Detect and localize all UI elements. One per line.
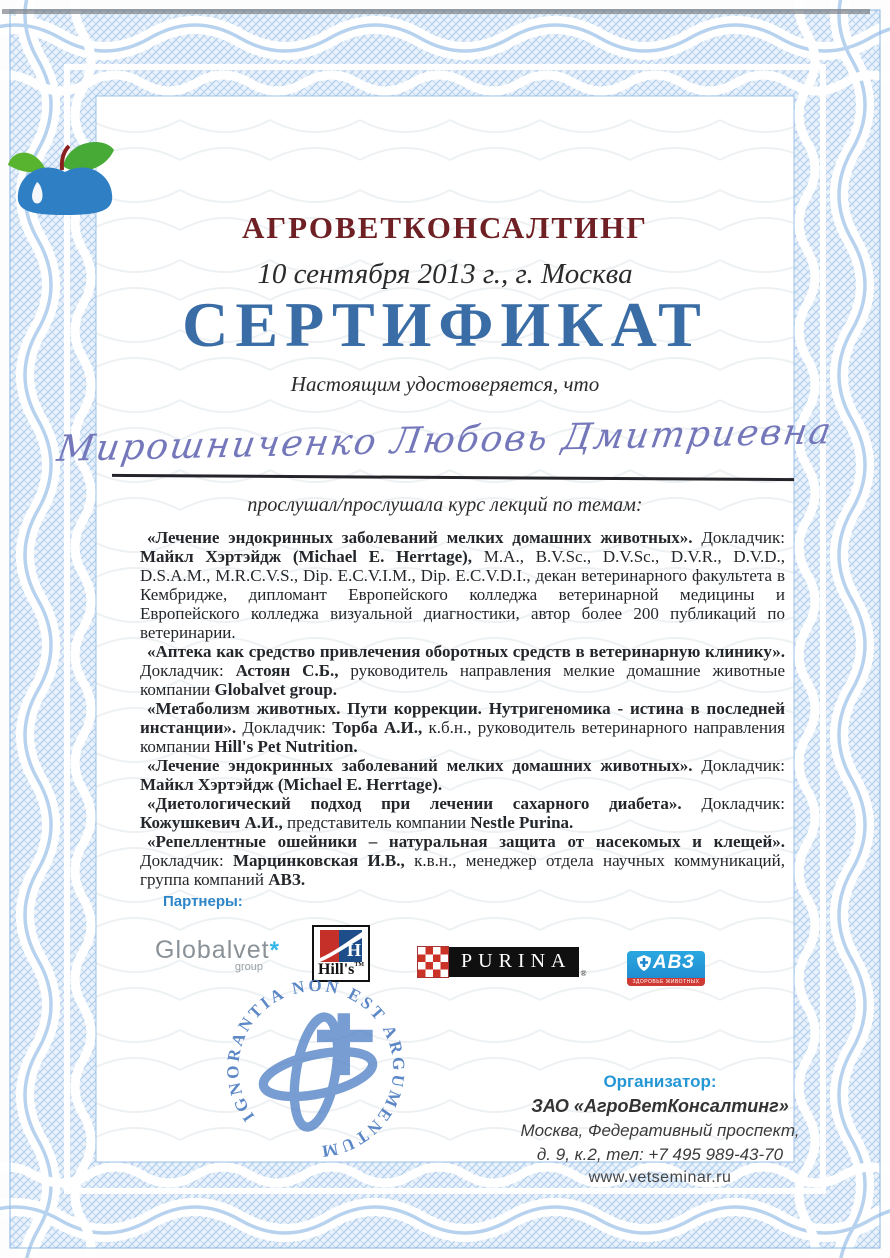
organizer-address-line1: Москва, Федеративный проспект, (520, 1120, 800, 1140)
organizer-label: Организатор: (603, 1072, 717, 1091)
partners-label: Партнеры: (163, 893, 243, 910)
avz-tagline: ЗДОРОВЬЕ ЖИВОТНЫХ (627, 978, 705, 986)
hills-wordmark: Hill's™ (317, 961, 365, 978)
lecture-paragraph: «Метаболизм животных. Пути коррекции. Нутригеномика - истина в последней инстанции». Докладчик: Торба А.И., к.б.н., руководитель ветеринарного направления компании Hill's Pet Nutrition. (140, 699, 785, 756)
course-statement: прослушал/прослушала курс лекций по темам: (247, 494, 643, 516)
organizer-block (470, 1070, 850, 1189)
svg-text:H: H (347, 940, 362, 960)
ignorantia-stamp (220, 972, 416, 1168)
lecture-paragraph: «Репеллентные ошейники – натуральная защита от насекомых и клещей». Докладчик: Марцинковская И.В., к.в.н., менеджер отдела научных коммуникаций, группа компаний АВЗ. (140, 832, 786, 889)
lecture-paragraph: «Лечение эндокринных заболеваний мелких домашних животных». Докладчик: Майкл Хэртэйдж (Michael E. Herrtage), M.A., B.V.Sc., D.V.Sc., D.V.R., D.V.D., D.S.A.M., M.R.C.V.S., Dip. E.C.V.I.M., Dip. E.C.V.D.I., декан ветеринарного факультета в Кембридже, дипломант Европейского колледжа ветеринарной медицины и Европейского колледжа визуальной диагностики, автор более 200 публикаций по ветеринарии. (140, 528, 785, 642)
organizer-address-line2: д. 9, к.2, тел: +7 495 989-43-70 (536, 1144, 784, 1164)
brand-name: АГРОВЕТКОНСАЛТИНГ (242, 210, 648, 245)
stamp-text: IGNORANTIA NON EST ARGUMENTUM (223, 976, 409, 1162)
purina-registered-mark: ® (580, 969, 587, 978)
hills-emblem-icon (320, 930, 362, 962)
lecture-paragraph: «Аптека как средство привлечения оборотных средств в ветеринарную клинику». Докладчик: Астоян С.Б., руководитель направления мелкие домашние животные компании Globalvet group. (140, 642, 785, 699)
globalvet-wordmark: Globalvet (155, 936, 270, 964)
partner-logo-globalvet (155, 936, 279, 973)
lecture-paragraph: «Лечение эндокринных заболеваний мелких домашних животных». Докладчик: Майкл Хэртэйдж (Michael E. Herrtage). (140, 756, 785, 794)
lecture-paragraph: «Диетологический подход при лечении сахарного диабета». Докладчик: Кожушкевич А.И., представитель компании Nestle Purina. (140, 794, 786, 832)
certificate-title: СЕРТИФИКАТ (182, 289, 708, 360)
avz-shield-icon (637, 955, 651, 971)
organizer-website: www.vetseminar.ru (588, 1168, 732, 1186)
purina-wordmark: PURINA (449, 947, 579, 977)
scan-edge-artifact (2, 9, 870, 14)
partner-logo-avz (627, 951, 705, 986)
logo-apple-icon (0, 138, 890, 216)
date-line: 10 сентября 2013 г., г. Москва (257, 258, 633, 290)
purina-checkerboard-icon (417, 946, 449, 978)
globalvet-star-icon: * (269, 937, 279, 964)
avz-wordmark: АВЗ (652, 952, 696, 973)
lectures-list (140, 528, 785, 889)
globalvet-sub-label: group (234, 961, 263, 973)
certificate-subtitle: Настоящим удостоверяется, что (290, 372, 600, 396)
recipient-signature-name: Мирошниченко Любовь Дмитриевна (54, 411, 836, 470)
svg-text:IGNORANTIA NON EST ARGUMENTUM (223, 976, 408, 1161)
organizer-company: ЗАО «АгроВетКонсалтинг» (531, 1095, 789, 1116)
stamp-orb-icon (259, 1013, 376, 1130)
partner-logo-purina (417, 946, 587, 978)
